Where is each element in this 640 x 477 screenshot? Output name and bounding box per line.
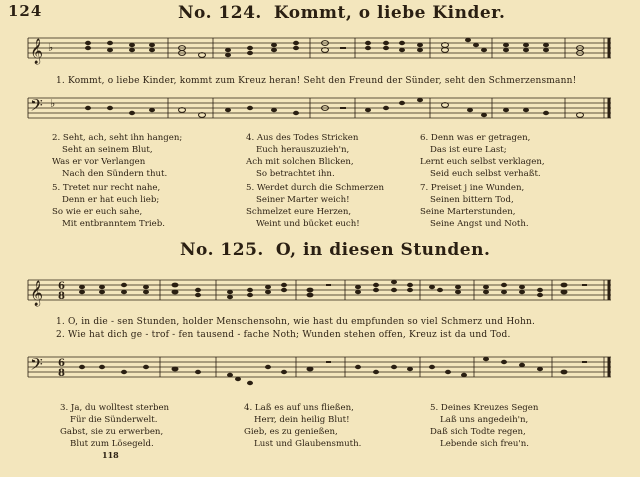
hymn-124-treble-staff (0, 30, 640, 68)
hymn-124-stanza-6: 6. Denn was er getragen, Das ist eure Last; Lernt euch selbst verklagen, Seid euch selbst verhaßt. (420, 133, 545, 179)
hymn-124-stanza-3: 5. Tretet nur recht nahe, Denn er hat euch lieb; So wie er euch sahe, Mit entbranntem Trieb. (52, 183, 165, 229)
hymn-124-treble-notes (85, 38, 584, 58)
hymn-125-treble-notes (79, 280, 587, 299)
hymn-124-first-stanza: 1. Kommt, o liebe Kinder, kommt zum Kreuz heran! Seht den Freund der Sünder, seht den Schmerzensmann! (56, 76, 577, 86)
time-signature-bottom: 8 (58, 368, 65, 379)
hymn-124-stanza-5: 5. Werdet durch die Schmerzen Seiner Marter weich! Schmelzet eure Herzen, Weint und bücket euch! (246, 183, 385, 229)
hymn-124-title-block (178, 3, 505, 23)
hymn-125-stanza-4: 4. Laß es auf uns fließen, Herr, dein heilig Blut! Gieb, es zu genießen, Lust und Glaubensmuth. (244, 403, 362, 449)
time-signature-bottom: 8 (58, 291, 65, 302)
hymn-124-stanza-2: 2. Seht, ach, seht ihn hangen; Seht an seinem Blut, Was er vor Verlangen Nach den Sündern thut. (52, 133, 183, 179)
hymn-125-number: No. 125. (180, 240, 264, 260)
hymn-125-title-block (180, 240, 490, 260)
flat-icon: ♭ (50, 97, 56, 110)
hymn-124-number: No. 124. (178, 3, 262, 23)
hymn-124-stanza-4: 4. Aus des Todes Stricken Euch herauszuzieh'n, Ach mit solchen Blicken, So betrachtet ihn. (246, 133, 359, 179)
hymn-125-bass-staff (0, 345, 640, 395)
hymn-125-lyric-line-1: 1. O, in die - sen Stunden, holder Menschensohn, wie hast du empfunden so viel Schmerz und Hohn. (56, 317, 536, 327)
bass-clef-icon: 𝄢 (30, 354, 43, 378)
bass-clef-icon: 𝄢 (30, 95, 43, 119)
footer-number: 118 (102, 450, 119, 460)
hymn-125-stanza-3: 3. Ja, du wolltest sterben Für die Sünderwelt. Gabst, sie zu erwerben, Blut zum Lösegeld. (60, 403, 170, 449)
hymn-125-lyric-line-2: 2. Wie hat dich ge - trof - fen tausend - fache Noth; Wunden stehen offen, Kreuz ist da und Tod. (56, 330, 511, 340)
time-signature-top: 6 (58, 358, 65, 369)
hymn-125-bass-notes (79, 357, 587, 385)
treble-clef-icon: 𝄞 (30, 281, 44, 306)
hymn-125-treble-staff (0, 272, 640, 312)
hymn-125-stanza-5: 5. Deines Kreuzes Segen Laß uns angedeih'n, Daß sich Todte regen, Lebende sich freu'n. (430, 403, 539, 449)
hymn-124-stanza-7: 7. Preiset j ine Wunden, Seinen bittern Tod, Seine Marterstunden, Seine Angst und Noth. (420, 183, 529, 229)
treble-clef-icon: 𝄞 (30, 39, 44, 64)
hymn-124-bass-staff (0, 90, 640, 128)
flat-icon: ♭ (48, 41, 54, 54)
time-signature-top: 6 (58, 281, 65, 292)
page-number: 124 (8, 2, 43, 20)
hymn-125-title: O, in diesen Stunden. (275, 240, 491, 260)
hymn-124-title: Kommt, o liebe Kinder. (273, 3, 506, 23)
